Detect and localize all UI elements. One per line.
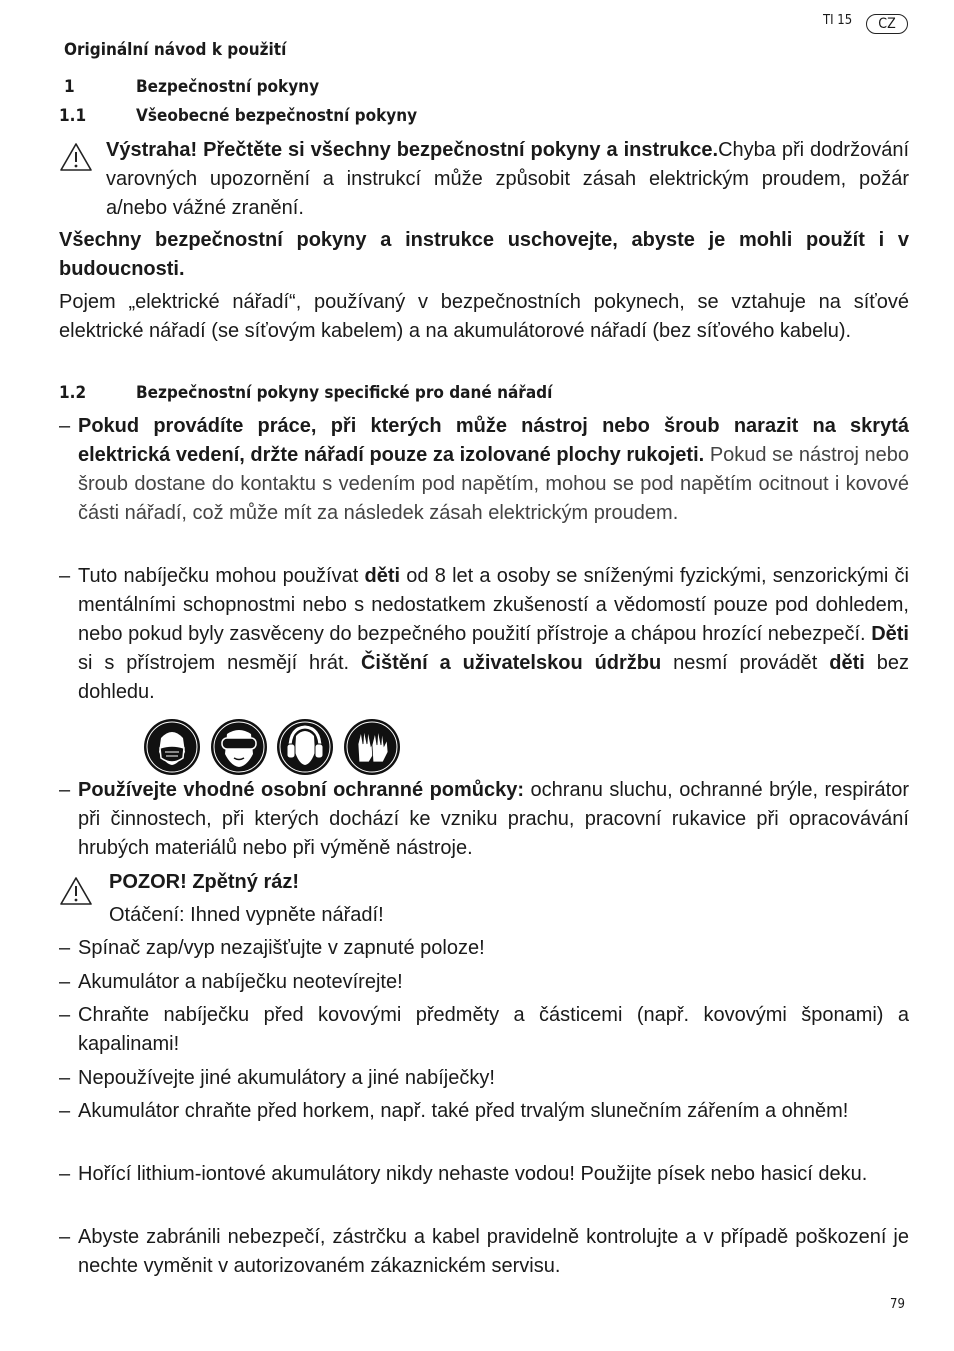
warning-text [106, 136, 909, 223]
subsection-title: Všeobecné bezpečnostní pokyny [136, 106, 418, 126]
bullet-text: Tuto nabíječku mohou používat [78, 565, 365, 587]
list-item: – Spínač zap/vyp nezajišťujte v zapnuté poloze! [59, 934, 909, 963]
model-label: TI 15 [823, 13, 853, 28]
kickback-warning-text: Otáčení: Ihned vypněte nářadí! [109, 904, 384, 926]
subsection-title: Bezpečnostní pokyny specifické pro dané nářadí [136, 383, 553, 403]
list-item: – Chraňte nabíječku před kovovými předměty a částicemi (např. kovovými šponami) a kapalinami! [59, 1001, 909, 1059]
bullet-bold: Pokud provádíte práce, při kterých může nástroj nebo šroub narazit na skrytá elektrická vedení, držte nářadí pouze za izolované plochy rukojeti. [78, 415, 909, 466]
document-title: Originální návod k použití [64, 40, 287, 60]
ear-protection-icon [276, 718, 334, 776]
list-item: – Abyste zabránili nebezpečí, zástrčku a kabel pravidelně kontrolujte a v případě poškození je nechte vyměnit v autorizovaném zákaznickém servisu. [59, 1223, 909, 1281]
language-badge: CZ [866, 14, 908, 34]
warning-triangle-icon [59, 876, 93, 906]
list-item: – Pokud provádíte práce, při kterých může nástroj nebo šroub narazit na skrytá elektrická vedení, držte nářadí pouze za izolované plochy rukojeti. Pokud se nástroj nebo šroub dostane do kontaktu s vedením pod napětím, mohou se pod napětím ocitnout i kovové části nářadí, což může mít za následek zásah elektrickým proudem. [59, 415, 909, 524]
respirator-icon [143, 718, 201, 776]
bullet-bold: děti [829, 652, 865, 674]
section-title: Bezpečnostní pokyny [136, 77, 320, 97]
bullet-text: Akumulátor chraňte před horkem, např. také před trvalým slunečním zářením a ohněm! [78, 1100, 849, 1122]
safety-goggles-icon [210, 718, 268, 776]
section-number: 1 [64, 77, 75, 97]
bullet-text: nesmí provádět [661, 652, 830, 674]
subsection-number: 1.1 [59, 106, 87, 126]
bullet-text: od 8 let a osoby se sníženými fyzickými, senzorickými či mentálními schopnostmi nebo s nedostatkem zkušeností a vědomostí pouze pod dohledem, nebo pokud byly zasvěceny do bezpečného použití přístroje a chápou hrozící nebezpečí. [78, 565, 909, 645]
bullet-bold: Používejte vhodné osobní ochranné pomůcky: [78, 779, 525, 801]
page-number: 79 [890, 1297, 905, 1312]
list-item: – Akumulátor chraňte před horkem, např. také před trvalým slunečním zářením a ohněm! [59, 1097, 909, 1126]
bullet-text: Chraňte nabíječku před kovovými předměty a částicemi (např. kovovými šponami) a kapalinami! [78, 1004, 909, 1055]
kickback-warning-title: POZOR! Zpětný ráz! [109, 871, 300, 893]
ppe-icons [143, 718, 405, 776]
list-item: – Nepoužívejte jiné akumulátory a jiné nabíječky! [59, 1064, 909, 1093]
bullet-text: bez dohledu. [78, 652, 910, 703]
warning-bold: Výstraha! Přečtěte si všechny bezpečnostní pokyny a instrukce. [106, 139, 719, 161]
definition-paragraph: Pojem „elektrické nářadí“, používaný v bezpečnostních pokynech, se vztahuje na síťové elektrické nářadí (se síťovým kabelem) a na akumulátorové nářadí (bez síťového kabelu). [59, 291, 909, 342]
bullet-text: Nepoužívejte jiné akumulátory a jiné nabíječky! [78, 1067, 495, 1089]
bullet-text: Hořící lithium-iontové akumulátory nikdy nehaste vodou! Použijte písek nebo hasicí deku. [78, 1163, 868, 1185]
bullet-bold: děti [364, 565, 401, 587]
bullet-text: si s přístrojem nesmějí hrát. [78, 652, 361, 674]
gloves-icon [343, 718, 401, 776]
subsection-number: 1.2 [59, 383, 87, 403]
list-item: – Používejte vhodné osobní ochranné pomůcky: ochranu sluchu, ochranné brýle, respirátor při činnostech, při kterých dochází ke vzniku prachu, pracovní rukavice při opracovávání hrubých materiálů nebo při výměně nástroje. [59, 779, 909, 859]
list-item: – Tuto nabíječku mohou používat děti od 8 let a osoby se sníženými fyzickými, senzorickými či mentálními schopnostmi nebo s nedostatkem zkušeností a vědomostí pouze pod dohledem, nebo pokud byly zasvěceny do bezpečného použití přístroje a chápou hrozící nebezpečí. Děti si s přístrojem nesmějí hrát. Čištění a uživatelskou údržbu nesmí provádět děti bez dohledu. [59, 565, 910, 703]
bullet-text: ochranu sluchu, ochranné brýle, respirátor při činnostech, při kterých dochází ke vzniku prachu, pracovní rukavice při opracovávání hrubých materiálů nebo při výměně nástroje. [78, 779, 909, 859]
warning-body: Chyba při dodržování varovných upozornění a instrukcí může způsobit zásah elektrickým proudem, požár a/nebo vážné zranění. [106, 139, 910, 219]
warning-triangle-icon [59, 142, 93, 172]
bullet-bold: Čištění a uživatelskou údržbu [360, 652, 662, 674]
bullet-text: Pokud se nástroj nebo šroub dostane do kontaktu s vedením pod napětím, mohou se pod napětím ocitnout i kovové části nářadí, což může mít za následek zásah elektrickým proudem. [78, 444, 909, 524]
bullet-text: Spínač zap/vyp nezajišťujte v zapnuté poloze! [78, 937, 485, 959]
keep-instructions-note: Všechny bezpečnostní pokyny a instrukce uschovejte, abyste je mohli použít i v budoucnosti. [59, 229, 909, 280]
bullet-text: Abyste zabránili nebezpečí, zástrčku a kabel pravidelně kontrolujte a v případě poškození je nechte vyměnit v autorizovaném zákaznickém servisu. [78, 1226, 909, 1277]
bullet-text: Akumulátor a nabíječku neotevírejte! [78, 971, 403, 993]
bullet-bold: Děti [871, 623, 909, 645]
list-item: – Hořící lithium-iontové akumulátory nikdy nehaste vodou! Použijte písek nebo hasicí deku. [59, 1160, 909, 1189]
list-item: – Akumulátor a nabíječku neotevírejte! [59, 968, 909, 997]
